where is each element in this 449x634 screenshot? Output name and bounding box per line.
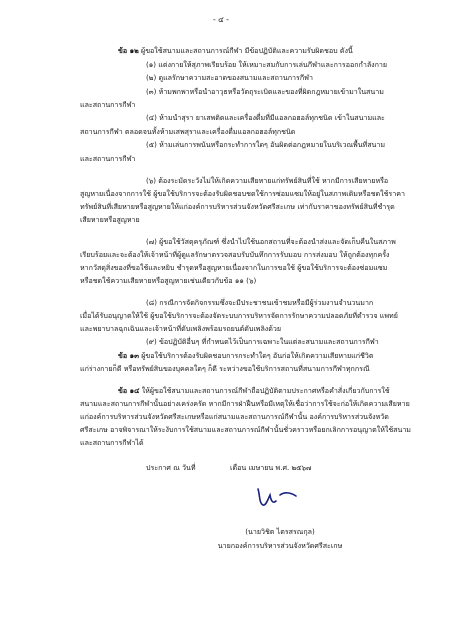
clause-12-item-5: (๕) ห้ามเล่นการพนันหรือกระทำการใดๆ อันผิดต่อกฎหมายในบริเวณพื้นที่สนาม — [146, 140, 386, 149]
signature-image — [254, 483, 298, 511]
signer-title: นายกองค์การบริหารส่วนจังหวัดศรีสะเกษ — [217, 541, 343, 550]
clause-12-item-9: (๙) ข้อปฏิบัติอื่นๆ ที่กำหนดไว้เป็นการเฉพาะในแต่ละสนามและสถานการกีฬา — [146, 337, 379, 346]
clause-14-line-2: สนามและสถานการกีฬานั้นอย่างเคร่งครัด หากมีการฝ่าฝืนหรือมีเหตุให้เชื่อว่าการใช้จะก่อให้เกิดความเสียหาย — [80, 399, 410, 408]
clause-12-item-6-cont3: เสียหายหรือสูญหาย — [80, 215, 140, 224]
announce-label: ประกาศ ณ วันที่ — [146, 463, 196, 472]
clause-14-line-1 — [118, 386, 390, 395]
clause-12-item-5-cont: และสถานการกีฬา — [80, 154, 136, 163]
clause-13-text: ผู้ขอใช้บริการต้องรับผิดชอบการกระทำใดๆ อันก่อให้เกิดความเสียหายแก่ชีวิต — [141, 351, 374, 360]
clause-12-item-3-cont: และสถานการกีฬา — [80, 100, 136, 109]
year-value: พ.ศ. ๒๕๖๗ — [275, 463, 312, 472]
clause-14-line-3: แก่องค์การบริหารส่วนจังหวัดศรีสะเกษหรือแก่สนามและสถานการณ์กีฬานั้น องค์การบริหารส่วนจังหวัด — [80, 412, 389, 421]
clause-12-heading — [118, 46, 353, 55]
clause-12-item-3: (๓) ห้ามพกพาหรือนำอาวุธหรือวัตถุระเบิดและของที่ผิดกฎหมายเข้ามาในสนาม — [146, 87, 384, 96]
clause-12-item-8: (๘) กรณีการจัดกิจกรรมซึ่งจะมีประชาชนเข้าชมหรือมีผู้ร่วมงานจำนวนมาก — [146, 298, 374, 307]
clause-14-line-4: ศรีสะเกษ อาจพิจารณาให้ระงับการใช้สนามและสถานการณ์กีฬานั้นชั่วคราวหรือยกเลิกการอนุญาตให้ใช้สนาม — [80, 425, 411, 434]
clause-12-item-4-cont: สถานการกีฬา ตลอดจนทั้งห้ามเสพสุราและเครื่องดื่มแอลกอฮอล์ทุกชนิด — [80, 127, 296, 136]
clause-12-item-6-cont1: สูญหายเนื่องจากการใช้ ผู้ขอใช้บริการจะต้องรับผิดชอบชดใช้การซ่อมแซมให้อยู่ในสภาพเดิมหรือชดใช้ราคา — [80, 189, 405, 198]
clause-13-line-2: แก่ร่างกายก็ดี หรือทรัพย์สินของบุคคลใดๆ ก็ดี ระหว่างขอใช้บริการสถานที่สนามการกีฬาทุกกรณี — [80, 364, 370, 373]
clause-14-text: ให้ผู้ขอใช้สนามและสถานการณ์กีฬาถือปฏิบัติตามประกาศหรือคำสั่งเกี่ยวกับการใช้ — [141, 386, 390, 395]
clause-13-line-1 — [118, 351, 373, 360]
clause-12-item-7-cont2: หากวัสดุสิ่งของที่ขอใช้และหยิบ ชำรุดหรือสูญหายเนื่องจากในการขอใช้ ผู้ขอใช้บริการจะต้องซ่อมแซม — [80, 263, 388, 272]
month-label: เดือน — [230, 463, 247, 472]
clause-12-item-6: (๖) ต้องระมัดระวังไม่ให้เกิดความเสียหายแก่ทรัพย์สินที่ใช้ หากมีการเสียหายหรือ — [146, 176, 389, 185]
month-value: เมษายน — [248, 463, 274, 472]
clause-12-item-6-cont2: ทรัพย์สินที่เสียหายหรือสูญหายให้แก่องค์การบริหารส่วนจังหวัดศรีสะเกษ เท่ากับราคาของทรัพย์สินที่ชำรุด — [80, 202, 395, 211]
clause-13-label: ข้อ ๑๓ — [118, 351, 139, 360]
clause-12-text: ผู้ขอใช้สนามและสถานการณ์กีฬา มีข้อปฏิบัติและความรับผิดชอบ ดังนี้ — [141, 46, 353, 55]
signer-name: (นายวิชิต ไตรสรณกุล) — [245, 527, 315, 536]
clause-12-item-7-cont3: หรือชดใช้ความเสียหายหรือสูญหายเช่นเดียวกับข้อ ๑๑ (๖) — [80, 276, 257, 285]
clause-12-item-2: (๒) ดูแลรักษาความสะอาดของสนามและสถานการกีฬา — [146, 73, 313, 82]
clause-14-line-5: และสถานการกีฬาได้ — [80, 438, 144, 447]
clause-12-item-4: (๔) ห้ามนำสุรา ยาเสพติดและเครื่องดื่มที่มีแอลกอฮอล์ทุกชนิด เข้าในสนามและ — [146, 113, 385, 122]
page-number: - ๔ - — [213, 15, 229, 24]
clause-12-item-8-cont1: เมื่อได้รับอนุญาตให้ใช้ ผู้ขอใช้บริการจะต้องจัดระบบการบริหารจัดการรักษาความปลอดภัยที่ตำรวจ แพทย์ — [80, 311, 398, 320]
clause-12-item-7: (๗) ผู้ขอใช้วัสดุครุภัณฑ์ ซึ่งนำไปใช้นอกสถานที่จะต้องนำส่งและจัดเก็บคืนในสภาพ — [146, 237, 396, 246]
clause-12-item-8-cont2: และพยาบาลฉุกเฉินและเจ้าหน้าที่ดับเพลิงพร้อมรถยนต์ดับเพลิงด้วย — [80, 324, 282, 333]
clause-14-label: ข้อ ๑๔ — [118, 386, 140, 395]
announcement-date — [146, 463, 311, 472]
clause-12-item-1: (๑) แต่งกายให้สุภาพเรียบร้อย ให้เหมาะสมกับการเล่นกีฬาและการออกกำลังกาย — [146, 60, 388, 69]
clause-12-item-7-cont1: เรียบร้อยและจะต้องให้เจ้าหน้าที่ผู้ดูแลรักษาตรวจสอบรับบันทึกการรับมอบ การส่งมอบ ให้ถูกต้องทุกครั้ง — [80, 250, 390, 259]
clause-12-label: ข้อ ๑๒ — [118, 46, 139, 55]
